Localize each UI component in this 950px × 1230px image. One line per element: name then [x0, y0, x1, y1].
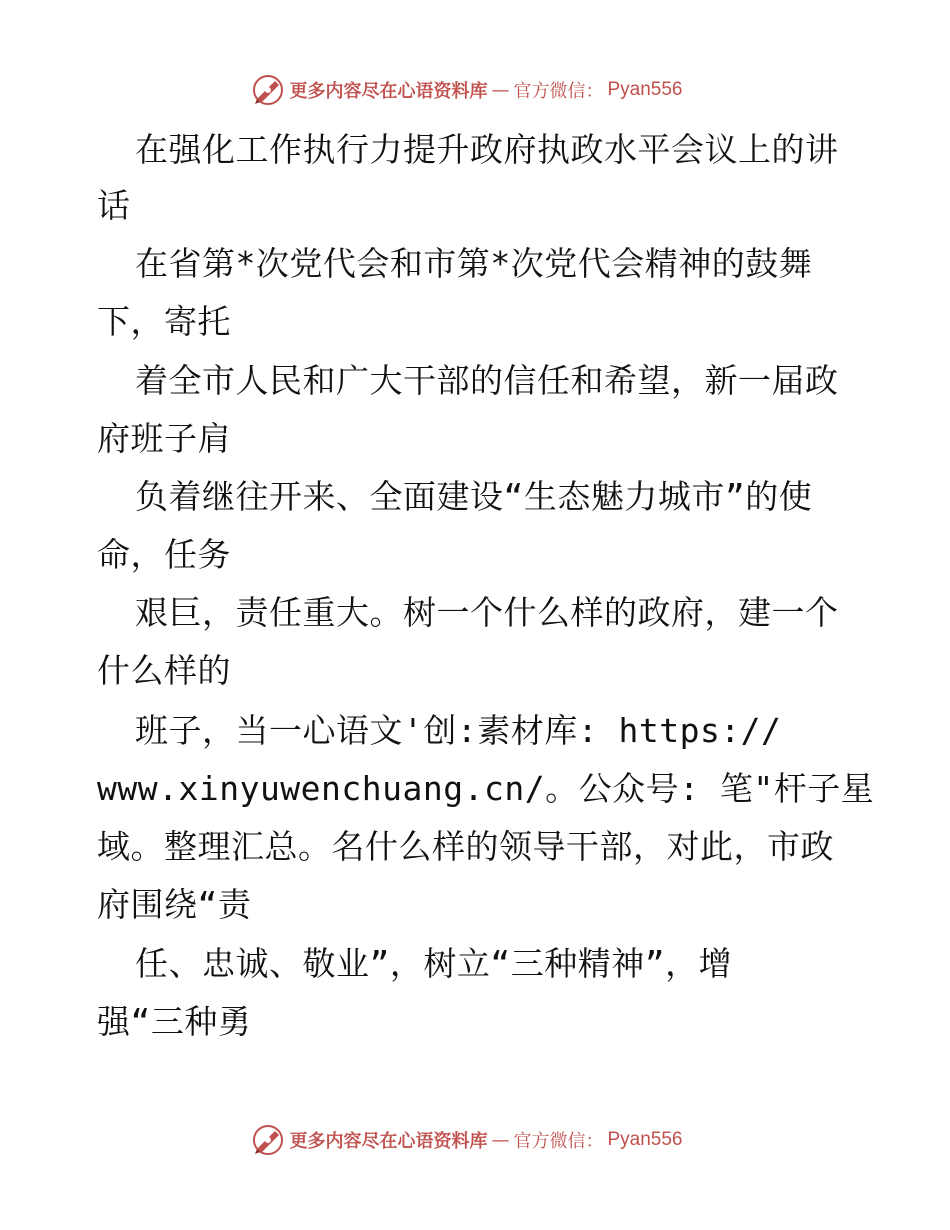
footer-wechat-label: 官方微信： [513, 1131, 604, 1152]
footer-separator: — [491, 1129, 510, 1151]
doc-line-4: 下，寄托 [97, 302, 231, 341]
header-wechat-id: Pyan556 [607, 79, 683, 100]
footer-banner [0, 1120, 950, 1160]
doc-line-9: 艰巨，责任重大。树一个什么样的政府，建一个 [135, 593, 839, 632]
doc-line-2: 话 [97, 186, 131, 225]
footer-wechat-id: Pyan556 [607, 1129, 683, 1150]
doc-line-16: 强“三种勇 [97, 1002, 252, 1041]
header-banner [0, 70, 950, 110]
header-banner-inner [251, 73, 682, 107]
doc-line-7: 负着继往开来、全面建设“生态魅力城市”的使 [135, 477, 813, 516]
doc-line-6: 府班子肩 [97, 419, 231, 458]
doc-line-15: 任、忠诚、敬业”，树立“三种精神”，增 [135, 944, 733, 983]
doc-line-12: www.xinyuwenchuang.cn/。公众号: 笔"杆子星 [97, 769, 875, 808]
footer-banner-inner [251, 1123, 682, 1157]
doc-line-5: 着全市人民和广大干部的信任和希望，新一届政 [135, 361, 839, 400]
footer-brand-text: 更多内容尽在心语资料库 [289, 1131, 488, 1152]
doc-line-14: 府围绕“责 [97, 885, 252, 924]
doc-line-1: 在强化工作执行力提升政府执政水平会议上的讲 [135, 130, 839, 169]
doc-line-11: 班子，当一心语文'创:素材库: https:// [135, 711, 782, 750]
header-brand-text: 更多内容尽在心语资料库 [289, 81, 488, 102]
doc-line-8: 命，任务 [97, 535, 231, 574]
doc-line-10: 什么样的 [97, 651, 231, 690]
doc-line-13: 域。整理汇总。名什么样的领导干部，对此，市政 [97, 827, 834, 866]
header-wechat-label: 官方微信： [513, 81, 604, 102]
doc-line-3: 在省第*次党代会和市第*次党代会精神的鼓舞 [135, 244, 813, 283]
pen-logo-icon [251, 73, 285, 107]
pen-logo-icon [251, 1123, 285, 1157]
header-separator: — [491, 79, 510, 101]
